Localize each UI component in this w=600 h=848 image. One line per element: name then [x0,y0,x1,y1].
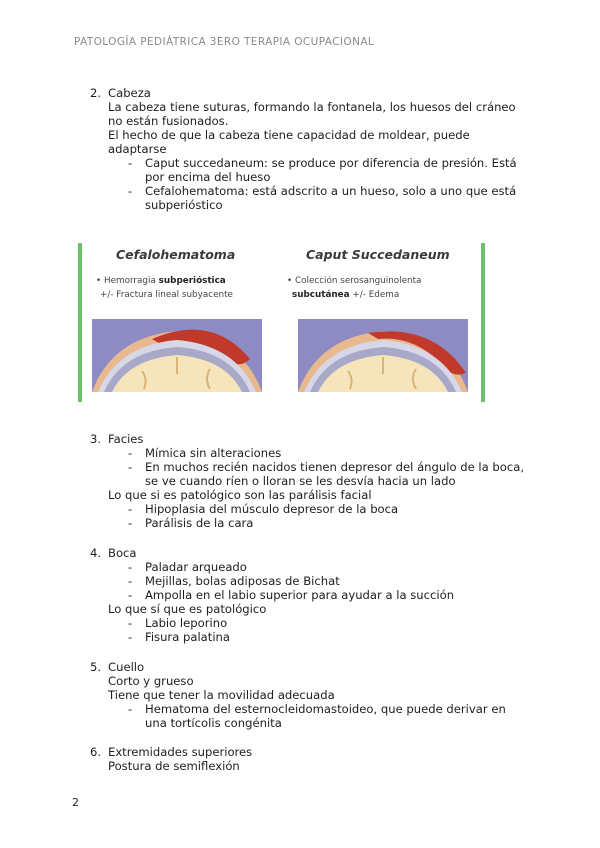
figure-title-caput: Caput Succedaneum [306,247,450,262]
section-boca [90,546,454,644]
text-line: no están fusionados. [108,114,229,128]
text-line: Lo que si es patológico son las parálisis facial [108,488,372,502]
section-facies [90,432,524,530]
section-heading: 3. Facies [90,432,144,446]
section-extremidades [90,745,252,773]
bullet-item: - Labio leporino [128,616,228,630]
skull-comparison-figure [78,243,485,402]
text-line: El hecho de que la cabeza tiene capacidad de moldear, puede [108,128,470,142]
bullet-item: - Mejillas, bolas adiposas de Bichat [128,574,340,588]
text-line: Lo que sí que es patológico [108,602,267,616]
page-header: PATOLOGÍA PEDIÁTRICA 3ERO TERAPIA OCUPACIONAL [74,36,375,48]
section-heading: 6. Extremidades superiores [90,745,253,759]
bullet-item: - Parálisis de la cara [128,516,254,530]
section-cabeza [90,86,517,212]
cefalohematoma-illustration [92,319,262,392]
bullet-item: - Paladar arqueado [128,560,247,574]
page-number: 2 [72,796,79,809]
bullet-item: - Caput succedaneum: se produce por diferencia de presión. Está por encima del hueso [128,156,517,184]
bullet-item: - Ampolla en el labio superior para ayudar a la succión [128,588,455,602]
bullet-item: - En muchos recién nacidos tienen depresor del ángulo de la boca, se ve cuando ríen o lloran se les desvía hacia un lado [128,460,525,488]
bullet-item: - Fisura palatina [128,630,230,644]
text-line: Tiene que tener la movilidad adecuada [108,688,335,702]
figure-caption-line: • Colección serosanguinolenta [287,276,422,286]
section-heading: 5. Cuello [90,660,145,674]
text-line: Corto y grueso [108,674,194,688]
text-line: Postura de semiflexión [108,759,240,773]
bullet-item: - Mímica sin alteraciones [128,446,282,460]
bullet-item: - Hipoplasia del músculo depresor de la boca [128,502,399,516]
text-line: adaptarse [108,142,167,156]
figure-caption-line: subcutánea +/- Edema [292,290,400,300]
figure-caption-line: • Hemorragia subperióstica [96,276,226,286]
section-cuello [90,660,506,730]
figure-caption-line: +/- Fractura lineal subyacente [100,290,233,300]
caput-succedaneum-illustration [298,319,468,392]
text-line: La cabeza tiene suturas, formando la fontanela, los huesos del cráneo [108,100,516,114]
figure-border-left [78,243,82,402]
section-heading: 4. Boca [90,546,137,560]
bullet-item: - Cefalohematoma: está adscrito a un hueso, solo a uno que está subperióstico [128,184,517,212]
section-heading: 2. Cabeza [90,86,151,100]
figure-border-right [481,243,485,402]
bullet-item: - Hematoma del esternocleidomastoideo, que puede derivar en una tortícolis congénita [128,702,506,730]
figure-title-cefalohematoma: Cefalohematoma [116,247,236,262]
